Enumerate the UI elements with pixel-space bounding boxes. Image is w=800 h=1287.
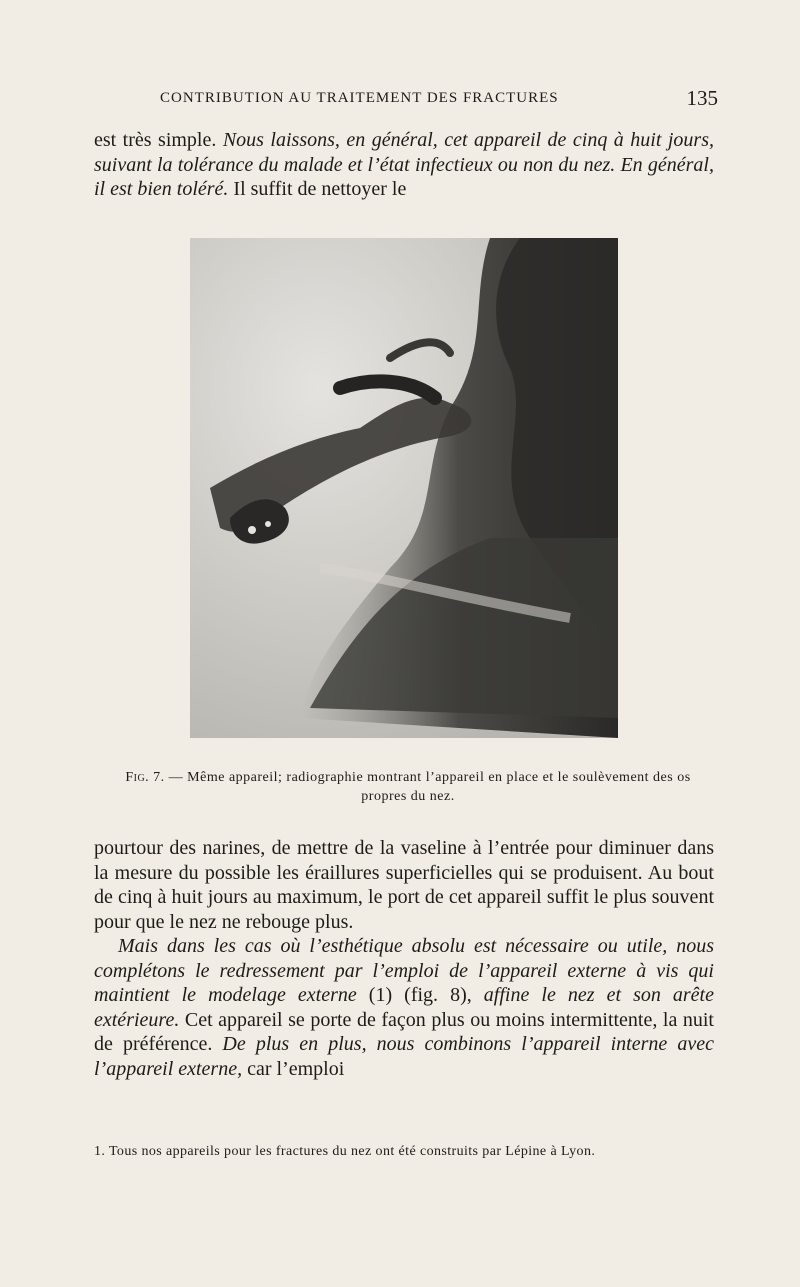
text-run-italic: Nous laissons, en général, cet appareil de cinq à huit jours, suivant la tolérance du malade et l’état infectieux ou non du nez. En général, il est bien toléré. <box>94 129 714 200</box>
text-run: Il suffit de nettoyer le <box>228 178 407 200</box>
paragraph-top <box>94 128 714 202</box>
footnote: 1. Tous nos appareils pour les fractures du nez ont été construits par Lépine à Lyon. <box>94 1144 596 1159</box>
paragraph-next <box>94 934 714 1081</box>
paragraph-continued <box>94 836 714 1081</box>
radiograph-figure <box>190 238 618 738</box>
caption-label: Fig. 7. <box>125 770 165 785</box>
caption-text: — Même appareil; radiographie montrant l’appareil en place et le soulèvement des os propres du nez. <box>164 770 691 804</box>
text-run: est très simple. <box>94 129 223 151</box>
text-run-italic: Mais dans les cas où l’esthétique absolu est nécessaire ou utile, nous complétons le redressement par l’emploi de l’appareil externe à vis qui maintient le modelage externe <box>94 935 714 1006</box>
running-title: CONTRIBUTION AU TRAITEMENT DES FRACTURES <box>160 90 559 106</box>
text-run: Cet appareil se porte de façon plus ou moins intermittente, la nuit de préférence. <box>94 1008 714 1055</box>
text-run-italic: affine le nez et son arête extérieure. <box>94 984 714 1031</box>
text-run: (1) (fig. 8), <box>356 984 484 1006</box>
text-run-italic: De plus en plus, nous combinons l’appareil interne avec l’appareil externe, <box>94 1033 714 1080</box>
paragraph-continued-text: pourtour des narines, de mettre de la vaseline à l’entrée pour diminuer dans la mesure du possible les éraillures superficielles qui se produisent. Au bout de cinq à huit jours au maximum, le port de cet appareil suffit le plus souvent pour que le nez ne rebouge plus. <box>94 837 714 933</box>
radiograph-image <box>190 238 618 738</box>
running-head <box>92 86 718 112</box>
figure-caption <box>120 768 696 806</box>
text-run: car l’emploi <box>242 1057 345 1080</box>
page-number: 135 <box>686 86 718 110</box>
